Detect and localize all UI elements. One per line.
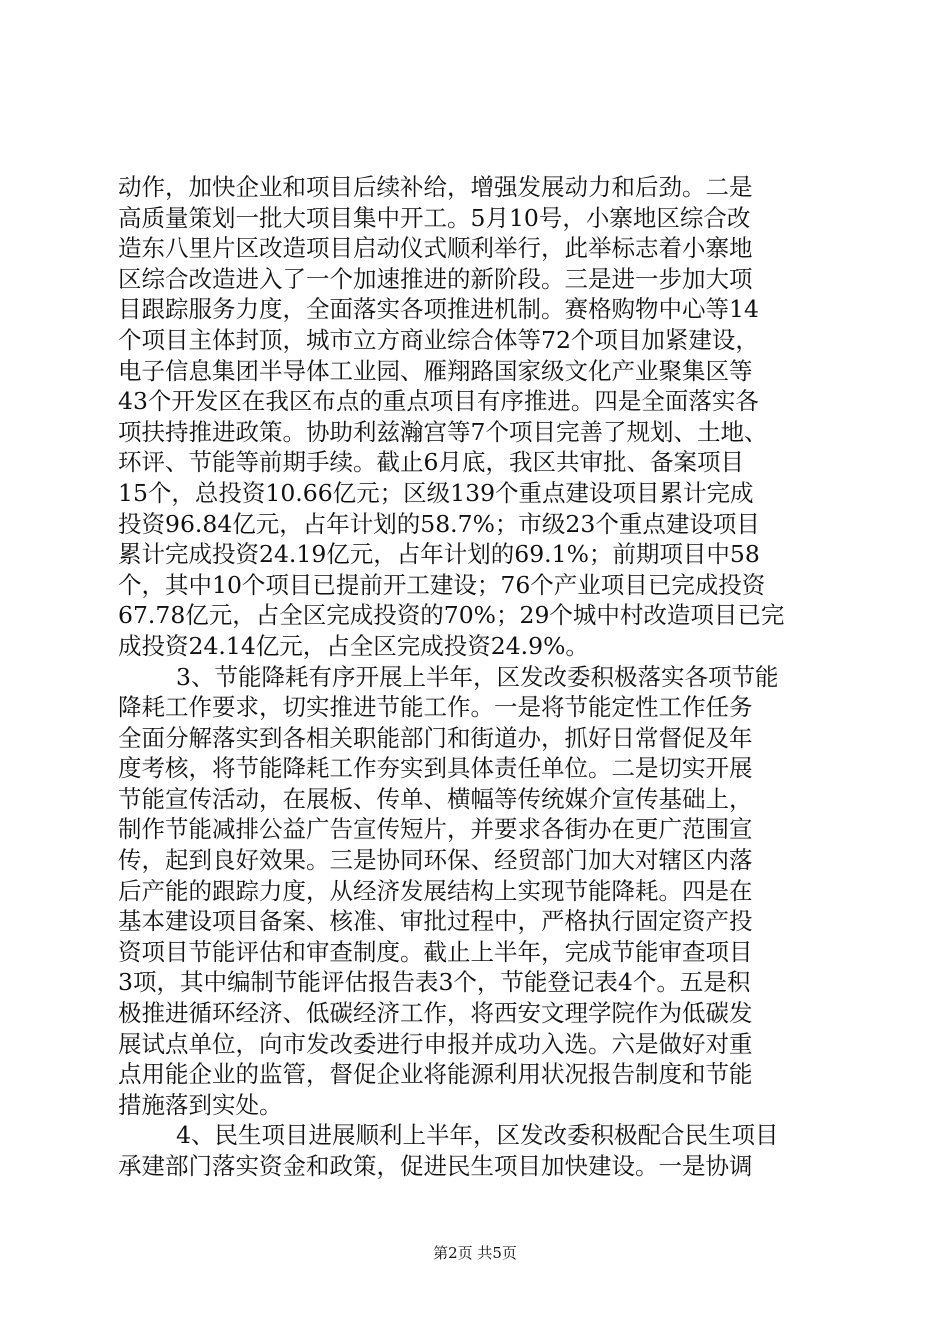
text-line: 目跟踪服务力度，全面落实各项推进机制。赛格购物中心等14 (118, 295, 759, 324)
text-line: 资项目节能评估和审查制度。截止上半年，完成节能审查项目 (118, 937, 753, 966)
text-line: 电子信息集团半导体工业园、雁翔路国家级文化产业聚集区等 (118, 356, 753, 385)
text-line: 后产能的跟踪力度，从经济发展结构上实现节能降耗。四是在 (118, 876, 753, 905)
text-line: 展试点单位，向市发改委进行申报并成功入选。六是做好对重 (118, 1029, 753, 1058)
text-line: 个，其中10个项目已提前开工建设；76个产业项目已完成投资 (118, 570, 766, 599)
text-line: 项扶持推进政策。协助利兹瀚宫等7个项目完善了规划、土地、 (118, 417, 768, 446)
document-body (118, 172, 838, 1182)
text-line: 全面分解落实到各相关职能部门和街道办，抓好日常督促及年 (118, 723, 753, 752)
text-line: 高质量策划一批大项目集中开工。5月10号，小寨地区综合改 (118, 203, 751, 232)
paragraph-start-line: 3、节能降耗有序开展上半年，区发改委积极落实各项节能 (176, 662, 779, 691)
text-line: 基本建设项目备案、核准、审批过程中，严格执行固定资产投 (118, 907, 753, 936)
text-line: 43个开发区在我区布点的重点项目有序推进。四是全面落实各 (118, 387, 759, 416)
text-line: 投资96.84亿元，占年计划的58.7%；市级23个重点建设项目 (118, 509, 760, 538)
text-line: 3项，其中编制节能评估报告表3个，节能登记表4个。五是积 (118, 968, 751, 997)
text-line: 15个，总投资10.66亿元；区级139个重点建设项目累计完成 (118, 478, 754, 507)
text-line: 累计完成投资24.19亿元，占年计划的69.1%；前期项目中58 (118, 540, 760, 569)
text-line: 度考核，将节能降耗工作夯实到具体责任单位。二是切实开展 (118, 754, 753, 783)
text-line: 区综合改造进入了一个加速推进的新阶段。三是进一步加大项 (118, 264, 753, 293)
text-line: 造东八里片区改造项目启动仪式顺利举行，此举标志着小寨地 (118, 234, 753, 263)
text-line: 制作节能减排公益广告宣传短片，并要求各街办在更广范围宣 (118, 815, 753, 844)
text-line: 降耗工作要求，切实推进节能工作。一是将节能定性工作任务 (118, 693, 753, 722)
text-line: 点用能企业的监管，督促企业将能源利用状况报告制度和节能 (118, 1060, 753, 1089)
paragraph-start-line: 4、民生项目进展顺利上半年，区发改委积极配合民生项目 (176, 1121, 779, 1150)
page-number-footer: 第2页 共5页 (433, 1244, 517, 1262)
text-line: 节能宣传活动，在展板、传单、横幅等传统媒介宣传基础上， (118, 784, 753, 813)
text-line: 极推进循环经济、低碳经济工作，将西安文理学院作为低碳发 (118, 999, 753, 1028)
text-line: 个项目主体封顶，城市立方商业综合体等72个项目加紧建设， (118, 325, 759, 354)
text-line: 承建部门落实资金和政策，促进民生项目加快建设。一是协调 (118, 1152, 753, 1180)
text-line: 67.78亿元，占全区完成投资的70%；29个城中村改造项目已完 (118, 601, 785, 630)
text-line: 传，起到良好效果。三是协同环保、经贸部门加大对辖区内落 (118, 846, 753, 875)
text-line: 环评、节能等前期手续。截止6月底，我区共审批、备案项目 (118, 448, 744, 477)
text-line: 措施落到实处。 (118, 1090, 283, 1119)
text-line: 成投资24.14亿元，占全区完成投资24.9%。 (118, 631, 589, 660)
text-line: 动作，加快企业和项目后续补给，增强发展动力和后劲。二是 (118, 173, 753, 201)
